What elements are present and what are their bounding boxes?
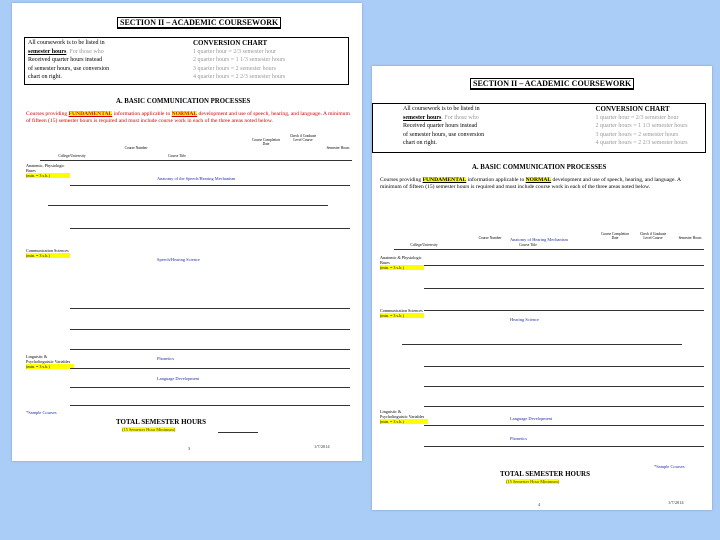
entry-line[interactable] xyxy=(70,329,350,330)
col-college: College/University xyxy=(58,154,86,158)
col-completion: Course Completion Date xyxy=(600,232,630,240)
sample-course: Language Development xyxy=(510,416,553,421)
total-semester-hours: TOTAL SEMESTER HOURS xyxy=(500,470,590,478)
category-anatomic: Anatomic & Physiologic Bases (min. = 3 s.h.) xyxy=(380,255,424,270)
entry-line[interactable] xyxy=(424,386,704,387)
intro-box xyxy=(372,103,706,153)
section-a-heading: A. BASIC COMMUNICATION PROCESSES xyxy=(472,164,607,171)
entry-line[interactable] xyxy=(424,406,704,407)
requirements-paragraph: Courses providing FUNDAMENTAL information applicable to NORMAL development and use of speech, hearing, and language. A minimum of fifteen (15) semester hours is required and must include course work in each of the three areas noted below. xyxy=(26,111,350,124)
sample-courses-note: *Sample Courses xyxy=(26,410,57,415)
col-graduate: Check if Graduate Level Course xyxy=(639,232,667,240)
revision-date: 1/7/2014 xyxy=(668,500,684,505)
requirements-paragraph: Courses providing FUNDAMENTAL information applicable to NORMAL development and use of speech, hearing, and language. A minimum of fifteen (15) semester hours is required and must include course work in each of the three areas noted below. xyxy=(380,177,681,190)
entry-line[interactable] xyxy=(70,387,350,388)
category-linguistic: Linguistic & Psycholinguistic Variables (min. = 3 s.h.) xyxy=(26,354,74,369)
col-graduate: Check if Graduate Level Course xyxy=(289,134,317,142)
col-course-title: Course Title xyxy=(168,154,186,158)
revision-date: 1/7/2014 xyxy=(314,444,330,449)
total-semester-hours: TOTAL SEMESTER HOURS xyxy=(116,418,206,426)
entry-line[interactable] xyxy=(70,308,350,309)
conversion-chart: CONVERSION CHART 1 quarter hour = 2/3 semester hour 2 quarter hours = 1 1/3 semester hours 3 quarter hours = 2 semester hours 4 quarter hours = 2 2/3 semester hours xyxy=(595,105,688,147)
entry-line[interactable] xyxy=(48,205,328,206)
document-page-right xyxy=(372,66,712,510)
total-entry-line[interactable] xyxy=(218,432,258,433)
section-title: SECTION II – ACADEMIC COURSEWORK xyxy=(470,78,634,90)
sample-courses-note: *Sample Courses xyxy=(654,464,685,469)
entry-line[interactable] xyxy=(70,349,350,350)
entry-line[interactable] xyxy=(70,405,350,406)
entry-line[interactable] xyxy=(402,344,682,345)
entry-line[interactable] xyxy=(424,425,704,426)
col-course-title: Course Title xyxy=(519,243,537,247)
entry-line[interactable] xyxy=(424,446,704,447)
category-communication: Communication Sciences (min. = 3 s.h.) xyxy=(380,308,423,318)
sample-course: Anatomy of Hearing Mechanism xyxy=(510,237,568,242)
entry-line[interactable] xyxy=(70,228,350,229)
intro-box xyxy=(24,37,349,85)
sample-course: Hearing Science xyxy=(510,317,539,322)
col-college: College/University xyxy=(410,243,438,247)
page-number: 3 xyxy=(188,446,191,451)
col-semester: Semester Hours xyxy=(326,146,350,150)
intro-text: All coursework is to be listed in semester hours. For those who Received quarter hours instead of semester hours, use conversion chart on right. xyxy=(403,106,485,147)
sample-course: Language Development xyxy=(157,376,200,381)
section-a-heading: A. BASIC COMMUNICATION PROCESSES xyxy=(116,98,251,105)
sample-course: Phonetics xyxy=(157,356,175,361)
header-rule xyxy=(40,160,352,161)
sample-course: Speech/Hearing Science xyxy=(157,257,200,262)
intro-text: All coursework is to be listed in semester hours. For those who Received quarter hours instead of semester hours, use conversion chart on right. xyxy=(28,40,110,81)
conversion-chart: CONVERSION CHART 1 quarter hour = 2/3 semester hour 2 quarter hours = 1 1/3 semester hours 3 quarter hours = 2 semester hours 4 quarter hours = 2 2/3 semester hours xyxy=(192,39,286,81)
col-course-number: Course Number xyxy=(124,146,148,150)
col-completion: Course Completion Date xyxy=(251,138,281,146)
minimum-note: (15 Semester Hour Minimum) xyxy=(122,427,176,432)
minimum-note: (15 Semester Hour Minimum) xyxy=(506,479,560,484)
sample-course: Anatomy of the Speech/Hearing Mechanism xyxy=(157,176,236,181)
col-course-number: Course Number xyxy=(478,236,502,240)
category-communication: Communication Sciences (min. = 3 s.h.) xyxy=(26,248,69,258)
entry-line[interactable] xyxy=(70,368,350,369)
header-rule xyxy=(394,249,704,250)
entry-line[interactable] xyxy=(424,265,704,266)
col-semester: Semester Hours xyxy=(678,236,702,240)
entry-line[interactable] xyxy=(424,288,704,289)
section-title: SECTION II – ACADEMIC COURSEWORK xyxy=(117,17,281,29)
entry-line[interactable] xyxy=(424,366,704,367)
entry-line[interactable] xyxy=(70,185,350,186)
sample-course: Phonetics xyxy=(510,436,528,441)
category-anatomic: Anatomic, Physiologic Bases (min. = 3 s.h.) xyxy=(26,163,70,178)
category-linguistic: Linguistic & Psycholinguistic Variables (min. = 3 s.h.) xyxy=(380,409,428,424)
page-number: 4 xyxy=(538,502,541,507)
entry-line[interactable] xyxy=(424,310,704,311)
document-page-left xyxy=(12,3,362,461)
